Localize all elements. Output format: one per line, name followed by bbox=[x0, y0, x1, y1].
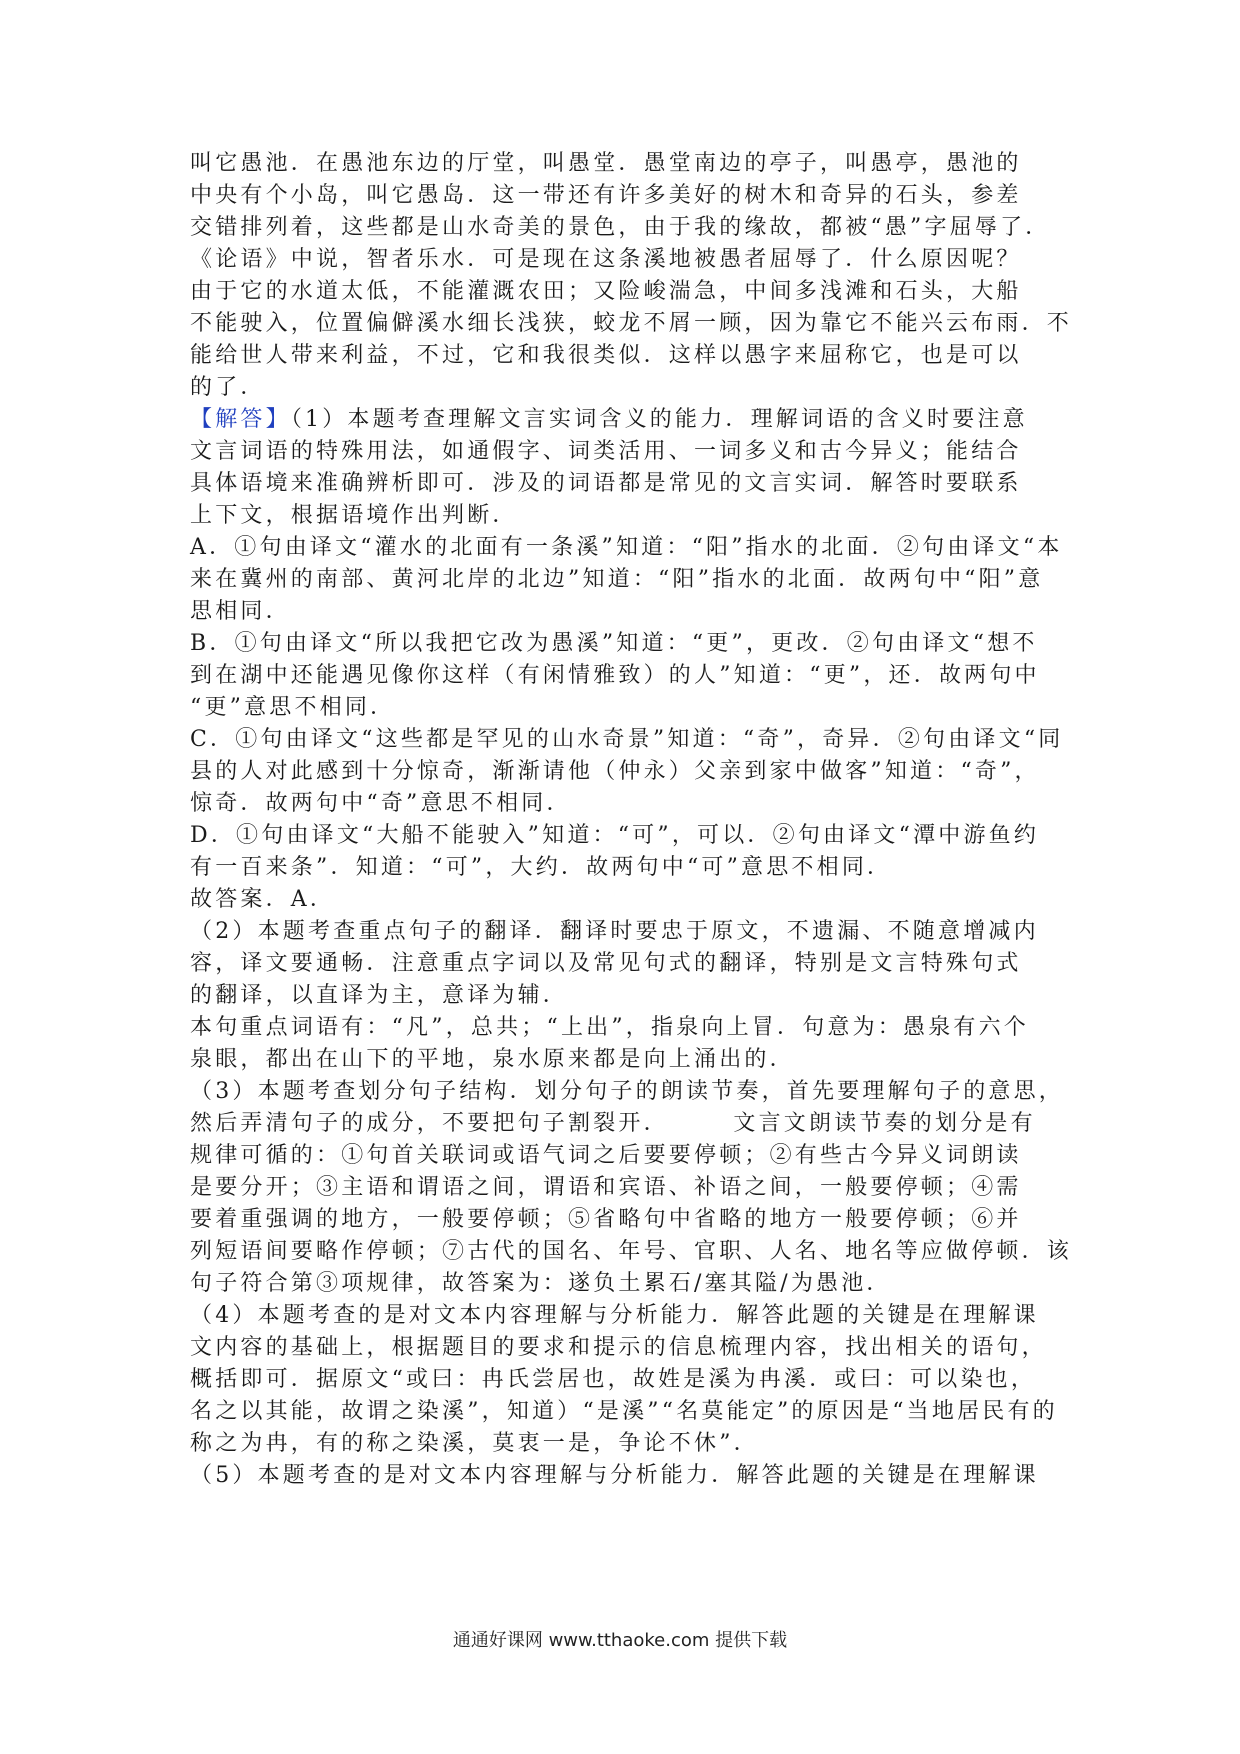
text-line: 容，译文要通畅．注意重点字词以及常见句式的翻译，特别是文言特殊句式 bbox=[190, 951, 1022, 976]
answer-heading-line bbox=[190, 404, 1050, 436]
text-line: 不能驶入，位置偏僻溪水细长浅狭，蛟龙不屑一顾，因为靠它不能兴云布雨．不 bbox=[190, 311, 1073, 336]
text-line: D．①句由译文“大船不能驶入”知道：“可”，可以．②句由译文“潭中游鱼约 bbox=[190, 823, 1040, 848]
text-line: 交错排列着，这些都是山水奇美的景色，由于我的缘故，都被“愚”字屈辱了． bbox=[190, 215, 1051, 240]
text-line: 有一百来条”．知道：“可”，大约．故两句中“可”意思不相同． bbox=[190, 855, 893, 880]
text-line: 概括即可．据原文“或曰：冉氏尝居也，故姓是溪为冉溪．或曰：可以染也， bbox=[190, 1367, 1037, 1392]
text-line: 来在冀州的南部、黄河北岸的北边”知道：“阳”指水的北面．故两句中“阳”意 bbox=[190, 567, 1044, 592]
text-line: 泉眼，都出在山下的平地，泉水原来都是向上涌出的． bbox=[190, 1047, 795, 1072]
page-footer: 通通好课网 www.tthaoke.com 提供下载 bbox=[452, 1630, 788, 1651]
text-line: （1）本题考查理解文言实词含义的能力．理解词语的含义时要注意 bbox=[290, 407, 1028, 432]
text-line: 称之为冉，有的称之染溪，莫衷一是，争论不休”． bbox=[190, 1431, 759, 1456]
text-line: A．①句由译文“灌水的北面有一条溪”知道：“阳”指水的北面．②句由译文“本 bbox=[190, 535, 1063, 560]
text-line: 的翻译，以直译为主，意译为辅． bbox=[190, 983, 569, 1008]
text-line: B．①句由译文“所以我把它改为愚溪”知道：“更”，更改．②句由译文“想不 bbox=[190, 631, 1038, 656]
text-line: 然后弄清句子的成分，不要把句子割裂开． 文言文朗读节奏的划分是有 bbox=[190, 1111, 1036, 1136]
text-line: 叫它愚池．在愚池东边的厅堂，叫愚堂．愚堂南边的亭子，叫愚亭，愚池的 bbox=[190, 151, 1022, 176]
text-line: 的了． bbox=[190, 375, 266, 400]
text-line: 中央有个小岛，叫它愚岛．这一带还有许多美好的树木和奇异的石头，参差 bbox=[190, 183, 1022, 208]
text-line: 具体语境来准确辨析即可．涉及的词语都是常见的文言实词．解答时要联系 bbox=[190, 471, 1022, 496]
text-line: 故答案．A． bbox=[190, 887, 336, 912]
text-line: 本句重点词语有：“凡”，总共；“上出”，指泉向上冒．句意为：愚泉有六个 bbox=[190, 1015, 1029, 1040]
text-line: （4）本题考查的是对文本内容理解与分析能力．解答此题的关键是在理解课 bbox=[190, 1303, 1039, 1328]
text-line: C．①句由译文“这些都是罕见的山水奇景”知道：“奇”，奇异．②句由译文“同 bbox=[190, 727, 1064, 752]
text-line: （5）本题考查的是对文本内容理解与分析能力．解答此题的关键是在理解课 bbox=[190, 1463, 1039, 1488]
text-line: 规律可循的：①句首关联词或语气词之后要要停顿；②有些古今异义词朗读 bbox=[190, 1143, 1022, 1168]
text-line: （3）本题考查划分句子结构．划分句子的朗读节奏，首先要理解句子的意思， bbox=[190, 1079, 1064, 1104]
answer-tag: 【解答】 bbox=[190, 407, 291, 432]
text-line: 到在湖中还能遇见像你这样（有闲情雅致）的人”知道：“更”，还．故两句中 bbox=[190, 663, 1040, 688]
text-line: 文言词语的特殊用法，如通假字、词类活用、一词多义和古今异义；能结合 bbox=[190, 439, 1022, 464]
text-line: 文内容的基础上，根据题目的要求和提示的信息梳理内容，找出相关的语句， bbox=[190, 1335, 1047, 1360]
text-line: 《论语》中说，智者乐水．可是现在这条溪地被愚者屈辱了．什么原因呢？ bbox=[190, 247, 1022, 272]
text-line: 能给世人带来利益，不过，它和我很类似．这样以愚字来屈称它，也是可以 bbox=[190, 343, 1022, 368]
text-line: 惊奇．故两句中“奇”意思不相同． bbox=[190, 791, 572, 816]
document-body bbox=[190, 148, 1073, 1492]
text-line: 上下文，根据语境作出判断． bbox=[190, 503, 518, 528]
text-line: 要着重强调的地方，一般要停顿；⑤省略句中省略的地方一般要停顿；⑥并 bbox=[190, 1207, 1022, 1232]
text-line: “更”意思不相同． bbox=[190, 695, 396, 720]
text-line: 列短语间要略作停顿；⑦古代的国名、年号、官职、人名、地名等应做停顿．该 bbox=[190, 1239, 1073, 1264]
text-line: 名之以其能，故谓之染溪”，知道）“是溪”“名莫能定”的原因是“当地居民有的 bbox=[190, 1399, 1058, 1424]
text-line: 思相同． bbox=[190, 599, 291, 624]
text-line: 句子符合第③项规律，故答案为：遂负土累石/塞其隘/为愚池． bbox=[190, 1271, 892, 1296]
text-line: 是要分开；③主语和谓语之间，谓语和宾语、补语之间，一般要停顿；④需 bbox=[190, 1175, 1022, 1200]
text-line: 县的人对此感到十分惊奇，渐渐请他（仲永）父亲到家中做客”知道：“奇”， bbox=[190, 759, 1040, 784]
text-line: 由于它的水道太低，不能灌溉农田；又险峻湍急，中间多浅滩和石头，大船 bbox=[190, 279, 1022, 304]
text-line: （2）本题考查重点句子的翻译．翻译时要忠于原文，不遗漏、不随意增减内 bbox=[190, 919, 1039, 944]
